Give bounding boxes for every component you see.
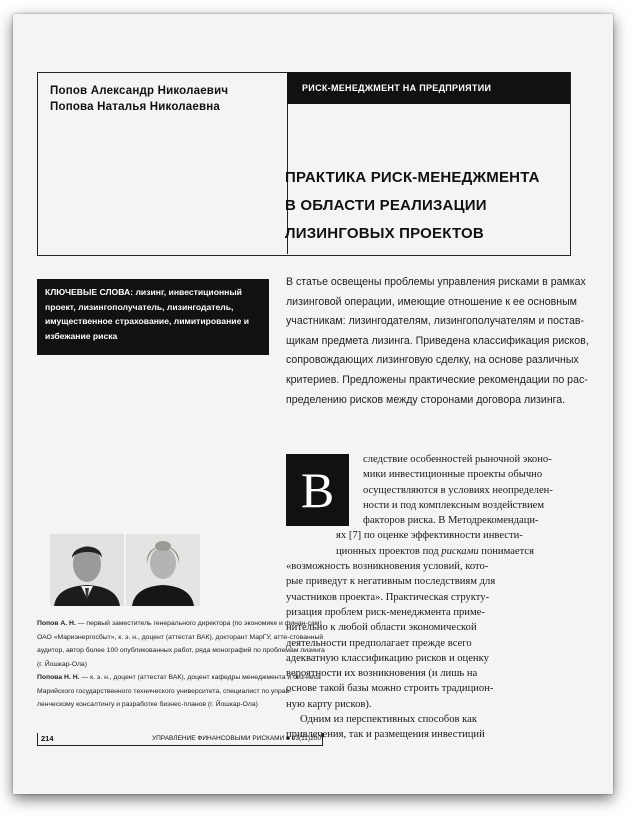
keywords-text: КЛЮЧЕВЫЕ СЛОВА: лизинг, инвестиционный проект, лизингополучатель, лизингодатель, имущественное страхование, лимитирование и избежание риска — [45, 287, 250, 341]
body-line: ности и под комплексным воздействием — [363, 499, 545, 511]
article-abstract — [286, 273, 589, 410]
body-line: ризация проблем риск-менеджмента приме- — [286, 606, 485, 618]
body-line: нительно к любой области экономической — [286, 622, 477, 634]
body-line: «возможность возникновения условий, кото- — [286, 561, 489, 573]
body-line: ную карту рисков). — [286, 698, 372, 710]
keywords-box — [37, 279, 269, 355]
caption-author-2-text: — к. э. н., доцент (аттестат ВАК), доцент кафедры менеджмента и биз-неса Марийского государственного технического университета, специалист по управ-ленческому консалтингу и разработке бизнес-планов (г. Йошкар-Ола) — [37, 674, 321, 708]
title-line: ПРАКТИКА РИСК-МЕНЕДЖМЕНТА — [285, 169, 540, 186]
abstract-line: лизинговой операции, имеющие отношение к ее основным — [286, 295, 577, 308]
drop-cap-letter: В — [300, 462, 335, 518]
article-body — [286, 452, 570, 743]
author-names — [50, 83, 290, 115]
body-line: адекватную классификацию рисков и оценку — [286, 652, 489, 664]
title-line: ЛИЗИНГОВЫХ ПРОЕКТОВ — [285, 225, 484, 242]
author-caption — [37, 617, 327, 712]
caption-author-1-text: — первый заместитель генерального директора (по экономике и финан-сам) ОАО «Мариэнергосбыт», к. э. н., доцент (аттестат ВАК), докторант МарГУ, атте-стованный аудитор, автор более 100 опубликованных работ, ряда монографий по проблемам лизинга (г. Йошкар-Ола) — [37, 620, 325, 668]
body-line: основе такой базы можно строить традицион- — [286, 683, 494, 695]
abstract-line: участникам: лизингодателям, лизингополучателям и постав- — [286, 315, 585, 328]
author-name-1: Попов Александр Николаевич — [50, 85, 229, 97]
body-line: участников проекта». Практическая структу- — [286, 591, 490, 603]
body-line: факторов риска. В Методрекомендаци- — [363, 515, 539, 527]
body-line: следствие особенностей рыночной эконо- — [363, 454, 552, 465]
body-line: деятельности предполагает прежде всего — [286, 637, 472, 649]
body-line: рые приведут к негативным последствиям для — [286, 576, 496, 588]
abstract-line: щикам предмета лизинга. Приведена классификация рисков, — [286, 334, 589, 347]
body-line: вероятности их возникновения (и лишь на — [286, 668, 478, 680]
body-text-span: понимается — [478, 545, 534, 557]
abstract-line: В статье освещены проблемы управления рисками в рамках — [286, 276, 586, 288]
section-label — [287, 72, 570, 104]
author-photo-man — [50, 534, 124, 606]
article-title — [285, 164, 565, 248]
body-line: мики инвестиционные проекты обычно — [363, 469, 543, 481]
body-line — [286, 544, 570, 559]
journal-issue: УПРАВЛЕНИЕ ФИНАНСОВЫМИ РИСКАМИ ■ 03(11)2007 — [152, 735, 325, 742]
body-line: Одним из перспективных способов как — [300, 714, 477, 726]
body-line: ях [7] по оценке эффективности инвести- — [336, 530, 523, 542]
caption-author-2-name: Попова Н. Н. — [37, 674, 80, 681]
author-name-2: Попова Наталья Николаевна — [50, 101, 221, 113]
abstract-line: сопровождающих лизинговую сделку, на основе различных — [286, 354, 579, 367]
body-line: осуществляются в условиях неопределен- — [363, 484, 553, 496]
body-line: привлечения, так и размещения инвестиций — [286, 729, 485, 741]
page-number: 214 — [41, 734, 54, 743]
portrait-man-icon — [50, 534, 124, 606]
portrait-woman-icon — [126, 534, 200, 606]
italic-term: рисками — [441, 545, 479, 557]
body-text-span: ционных проектов под — [336, 545, 442, 557]
section-label-text: РИСК-МЕНЕДЖМЕНТ НА ПРЕДПРИЯТИИ — [302, 83, 492, 93]
caption-author-1-name: Попов А. Н. — [37, 620, 76, 627]
author-photo-woman — [126, 534, 200, 606]
abstract-line: пределению рисков между сторонами договора лизинга. — [286, 393, 566, 406]
abstract-line: критериев. Предложены практические рекомендации по рас- — [286, 373, 588, 386]
title-line: В ОБЛАСТИ РЕАЛИЗАЦИИ — [285, 197, 487, 214]
